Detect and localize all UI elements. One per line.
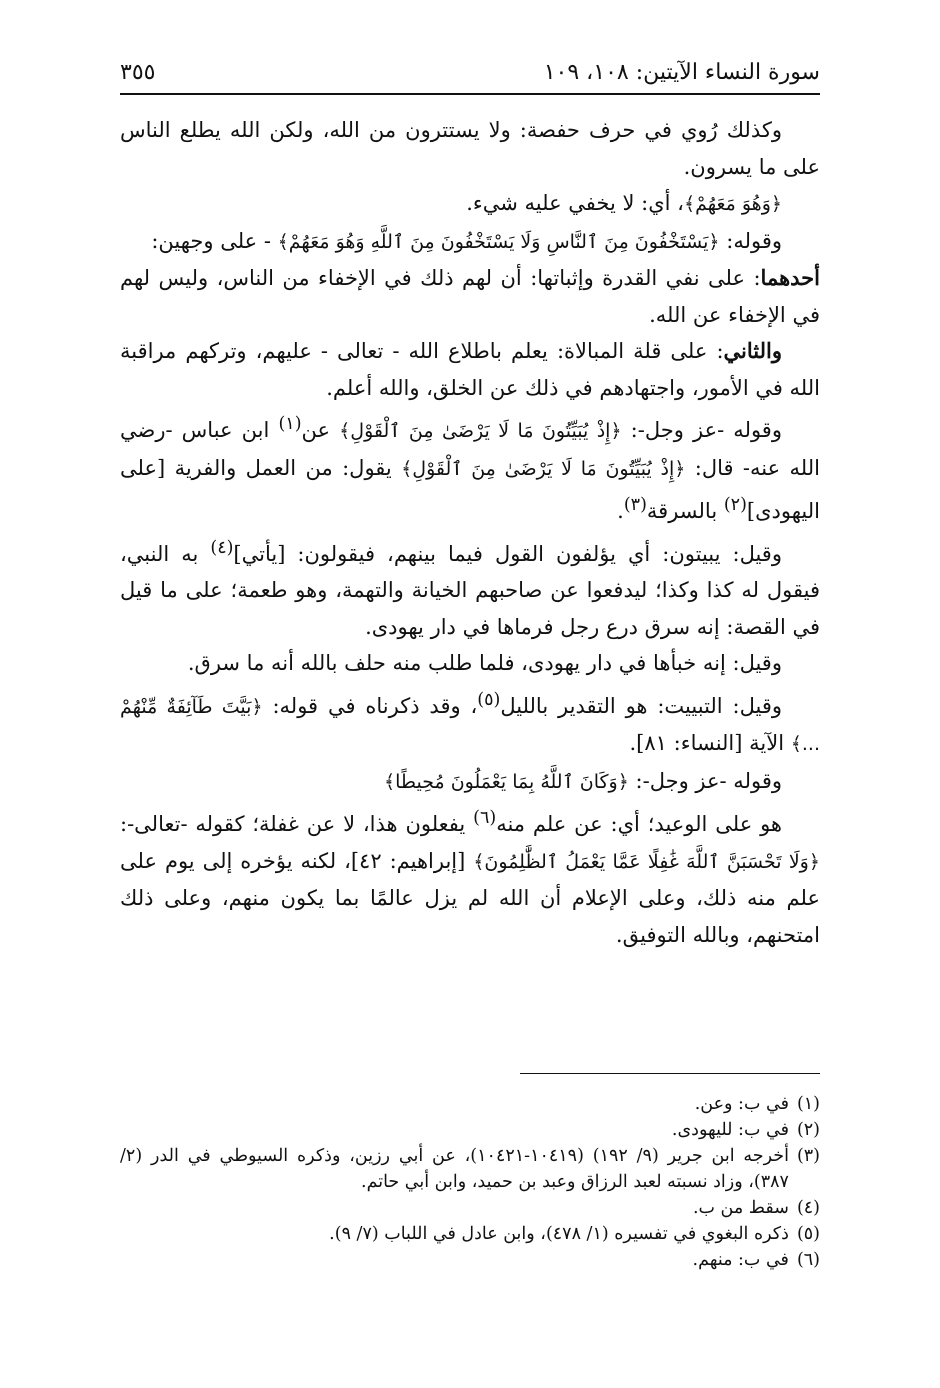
footnote-number: (٢) xyxy=(796,1120,820,1140)
main-text xyxy=(120,112,820,953)
footnote-number: (٥) xyxy=(796,1224,820,1244)
footnote-text: أخرجه ابن جرير (٩/ ١٩٢) (١٠٤١٩-١٠٤٢١)، عن أبي رزين، وذكره السيوطي في الدر (٢/ ٣٨٧)، وزاد نسبته لعبد الرزاق وعبد بن حميد، وابن أبي حاتم. xyxy=(120,1146,789,1192)
text-run: بالسرقة xyxy=(646,499,724,523)
text-run: يقول: من العمل والفرية [على اليهودى] xyxy=(120,455,820,523)
footnote xyxy=(120,1117,820,1143)
text-run: وقيل: يبيتون: أي يؤلفون القول فيما بينهم، فيقولون: [يأتي] xyxy=(233,541,782,566)
paragraph xyxy=(120,682,820,763)
paragraph xyxy=(120,763,820,801)
paragraph xyxy=(120,645,820,682)
paragraph xyxy=(120,530,820,646)
footnote-number: (١) xyxy=(796,1094,820,1114)
footnote-text: ذكره البغوي في تفسيره (١/ ٤٧٨)، وابن عادل في اللباب (٧/ ٩). xyxy=(329,1224,789,1244)
footnote-text: في ب: لليهودى. xyxy=(671,1120,789,1140)
paragraph xyxy=(120,800,820,953)
quran-verse: ﴿وَلَا تَحْسَبَنَّ ٱللَّهَ غَٰفِلًا عَمَّا يَعْمَلُ ٱلظَّٰلِمُونَ﴾ xyxy=(473,850,820,873)
footnote-number: (٣) xyxy=(796,1146,820,1166)
bold-term: أحدهما xyxy=(760,265,820,290)
text-run: وقوله -عز وجل-: xyxy=(628,768,782,793)
quran-verse: ﴿يَسْتَخْفُونَ مِنَ ٱلنَّاسِ وَلَا يَسْتَخْفُونَ مِنَ ٱللَّهِ وَهُوَ مَعَهُمْ﴾ xyxy=(277,230,720,253)
quran-verse: ﴿بَيَّتَ طَآئِفَةٌ مِّنْهُمْ ...﴾ xyxy=(120,695,820,755)
footnote xyxy=(120,1221,820,1247)
text-run: وكذلك رُوي في حرف حفصة: ولا يستترون من الله، ولكن الله يطلع الناس على ما يسرون. xyxy=(120,118,820,179)
footnote xyxy=(120,1247,820,1273)
text-run: هو على الوعيد؛ أي: عن علم منه xyxy=(496,812,782,836)
text-run: ابن عباس -رضي الله عنه- قال: xyxy=(120,418,820,480)
text-run: عن xyxy=(301,418,340,442)
footnote-ref[interactable]: (٣) xyxy=(623,495,647,515)
paragraph xyxy=(120,333,820,406)
text-run: وقيل: التبييت: هو التقدير بالليل xyxy=(500,693,783,718)
quran-verse: ﴿وَكَانَ ٱللَّهُ بِمَا يَعْمَلُونَ مُحِيطًا﴾ xyxy=(383,770,629,793)
running-title: سورة النساء الآيتين: ١٠٨، ١٠٩ xyxy=(543,59,820,85)
page-header xyxy=(120,52,820,92)
quran-verse: ﴿وَهُوَ مَعَهُمْ﴾ xyxy=(683,193,782,215)
footnote-number: (٦) xyxy=(796,1250,820,1270)
quran-verse: ﴿إِذْ يُبَيِّتُونَ مَا لَا يَرْضَىٰ مِنَ ٱلْقَوْلِ﴾ xyxy=(401,457,686,480)
footnote-ref[interactable]: (٤) xyxy=(210,537,234,558)
text-run: ، أي: لا يخفي عليه شيء. xyxy=(466,191,684,215)
footnote xyxy=(120,1143,820,1195)
footnote-ref[interactable]: (٦) xyxy=(473,808,497,828)
footnote-text: سقط من ب. xyxy=(692,1198,789,1218)
paragraph xyxy=(120,406,820,530)
text-run: وقيل: إنه خبأها في دار يهودى، فلما طلب منه حلف بالله أنه ما سرق. xyxy=(187,651,782,675)
text-run: - على وجهين: xyxy=(151,228,278,253)
footnote xyxy=(120,1195,820,1221)
quran-verse: ﴿إِذْ يُبَيِّتُونَ مَا لَا يَرْضَىٰ مِنَ ٱلْقَوْلِ﴾ xyxy=(339,420,622,442)
footnote-ref[interactable]: (٢) xyxy=(723,495,747,515)
text-run: ، وقد ذكرناه في قوله: xyxy=(262,693,478,718)
bold-term: والثاني xyxy=(723,338,782,363)
text-run: . xyxy=(617,499,624,523)
paragraph xyxy=(120,185,820,223)
text-run: به النبي، فيقول له كذا وكذا؛ ليدفعوا عن صاحبهم الخيانة والتهمة، وهو طعمة؛ على ما قيل في القصة: إنه سرق درع رجل فرماها في دار يهودى. xyxy=(120,541,820,639)
text-run: وقوله -عز وجل-: xyxy=(621,418,782,442)
text-run: وقوله: xyxy=(719,228,782,253)
text-run: الآية [النساء: ٨١]. xyxy=(629,731,791,755)
footnote-text: في ب: وعن. xyxy=(694,1094,789,1114)
text-run: يفعلون هذا، لا عن غفلة؛ كقوله -تعالى-: xyxy=(120,812,474,836)
text-run: : على قلة المبالاة: يعلم باطلاع الله - تعالى - عليهم، وتركهم مراقبة الله في الأمور، واجتهادهم في ذلك عن الخلق، والله أعلم. xyxy=(120,339,820,400)
paragraph xyxy=(120,260,820,333)
text-run: [إبراهيم: ٤٢]، لكنه يؤخره إلى يوم على علم منه ذلك، وعلى الإعلام أن الله لم يزل عالمًا بما يكون منهم، وعلى ذلك امتحنهم، وبالله التوفيق. xyxy=(120,848,820,947)
footnote xyxy=(120,1091,820,1117)
paragraph xyxy=(120,112,820,185)
page-number: ٣٥٥ xyxy=(120,59,156,85)
footnote-number: (٤) xyxy=(796,1198,820,1218)
footnote-separator xyxy=(520,1073,820,1074)
footnote-ref[interactable]: (١) xyxy=(278,414,302,434)
footnotes xyxy=(120,1091,820,1273)
footnote-ref[interactable]: (٥) xyxy=(477,689,501,710)
header-rule xyxy=(120,93,820,95)
text-run: : على نفي القدرة وإثباتها: أن لهم ذلك في الإخفاء من الناس، وليس لهم في الإخفاء عن الله. xyxy=(120,266,820,327)
footnote-text: في ب: منهم. xyxy=(692,1250,789,1270)
paragraph xyxy=(120,223,820,261)
